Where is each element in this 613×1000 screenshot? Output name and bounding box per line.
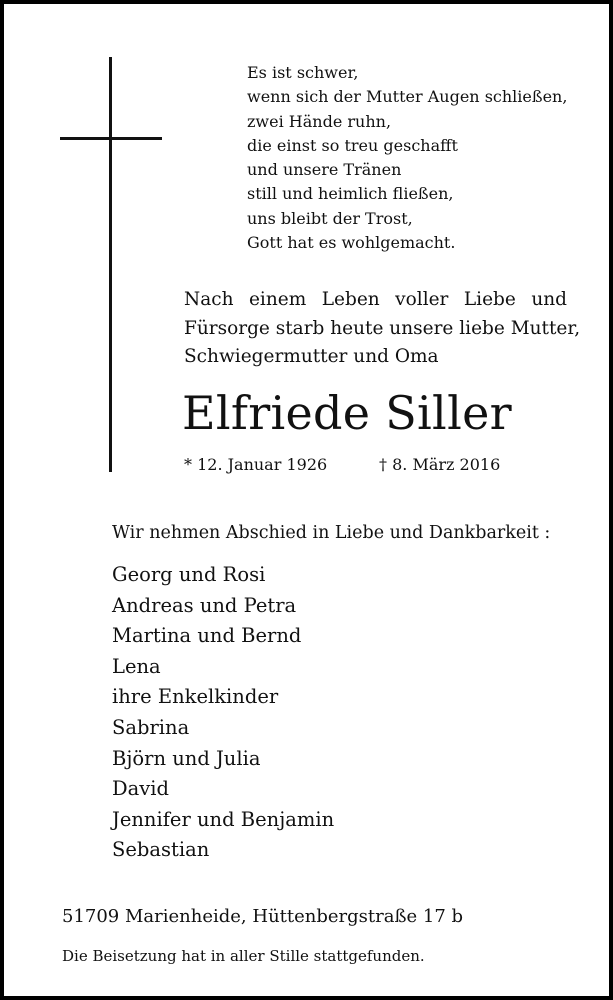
family-member: ihre Enkelkinder	[112, 685, 279, 709]
family-member: David	[112, 777, 169, 801]
poem-line: Gott hat es wohlgemacht.	[247, 233, 456, 253]
intro-line: Schwiegermutter und Oma	[184, 346, 439, 367]
poem-line: still und heimlich fließen,	[247, 184, 454, 204]
family-member: Lena	[112, 654, 161, 678]
cross-vertical-bar	[109, 57, 112, 472]
farewell-text: Wir nehmen Abschied in Liebe und Dankbarkeit :	[112, 523, 551, 543]
intro-line: Nach einem Leben voller Liebe und	[184, 289, 567, 310]
cross-horizontal-bar	[60, 137, 162, 140]
poem-line: zwei Hände ruhn,	[247, 111, 392, 131]
poem-line: die einst so treu geschafft	[247, 135, 458, 155]
family-member: Georg und Rosi	[112, 563, 266, 586]
family-member: Sebastian	[112, 838, 210, 862]
deceased-name: Elfriede Siller	[182, 386, 512, 440]
poem-line: uns bleibt der Trost,	[247, 208, 413, 228]
family-list	[112, 560, 334, 866]
poem-line: Es ist schwer,	[247, 63, 359, 82]
poem-line: und unsere Tränen	[247, 160, 402, 180]
death-date: † 8. März 2016	[379, 455, 501, 474]
family-member: Björn und Julia	[112, 746, 261, 770]
address: 51709 Marienheide, Hüttenbergstraße 17 b	[62, 906, 464, 927]
family-member: Andreas und Petra	[112, 593, 297, 617]
burial-note: Die Beisetzung hat in aller Stille stattgefunden.	[62, 947, 425, 965]
poem	[247, 61, 567, 255]
family-member: Jennifer und Benjamin	[112, 807, 335, 831]
intro-line: Fürsorge starb heute unsere liebe Mutter,	[184, 317, 581, 339]
intro-text	[184, 286, 581, 372]
family-member: Martina und Bernd	[112, 624, 302, 648]
family-member: Sabrina	[112, 715, 190, 739]
poem-line: wenn sich der Mutter Augen schließen,	[247, 87, 568, 107]
birth-date: * 12. Januar 1926	[184, 455, 328, 474]
